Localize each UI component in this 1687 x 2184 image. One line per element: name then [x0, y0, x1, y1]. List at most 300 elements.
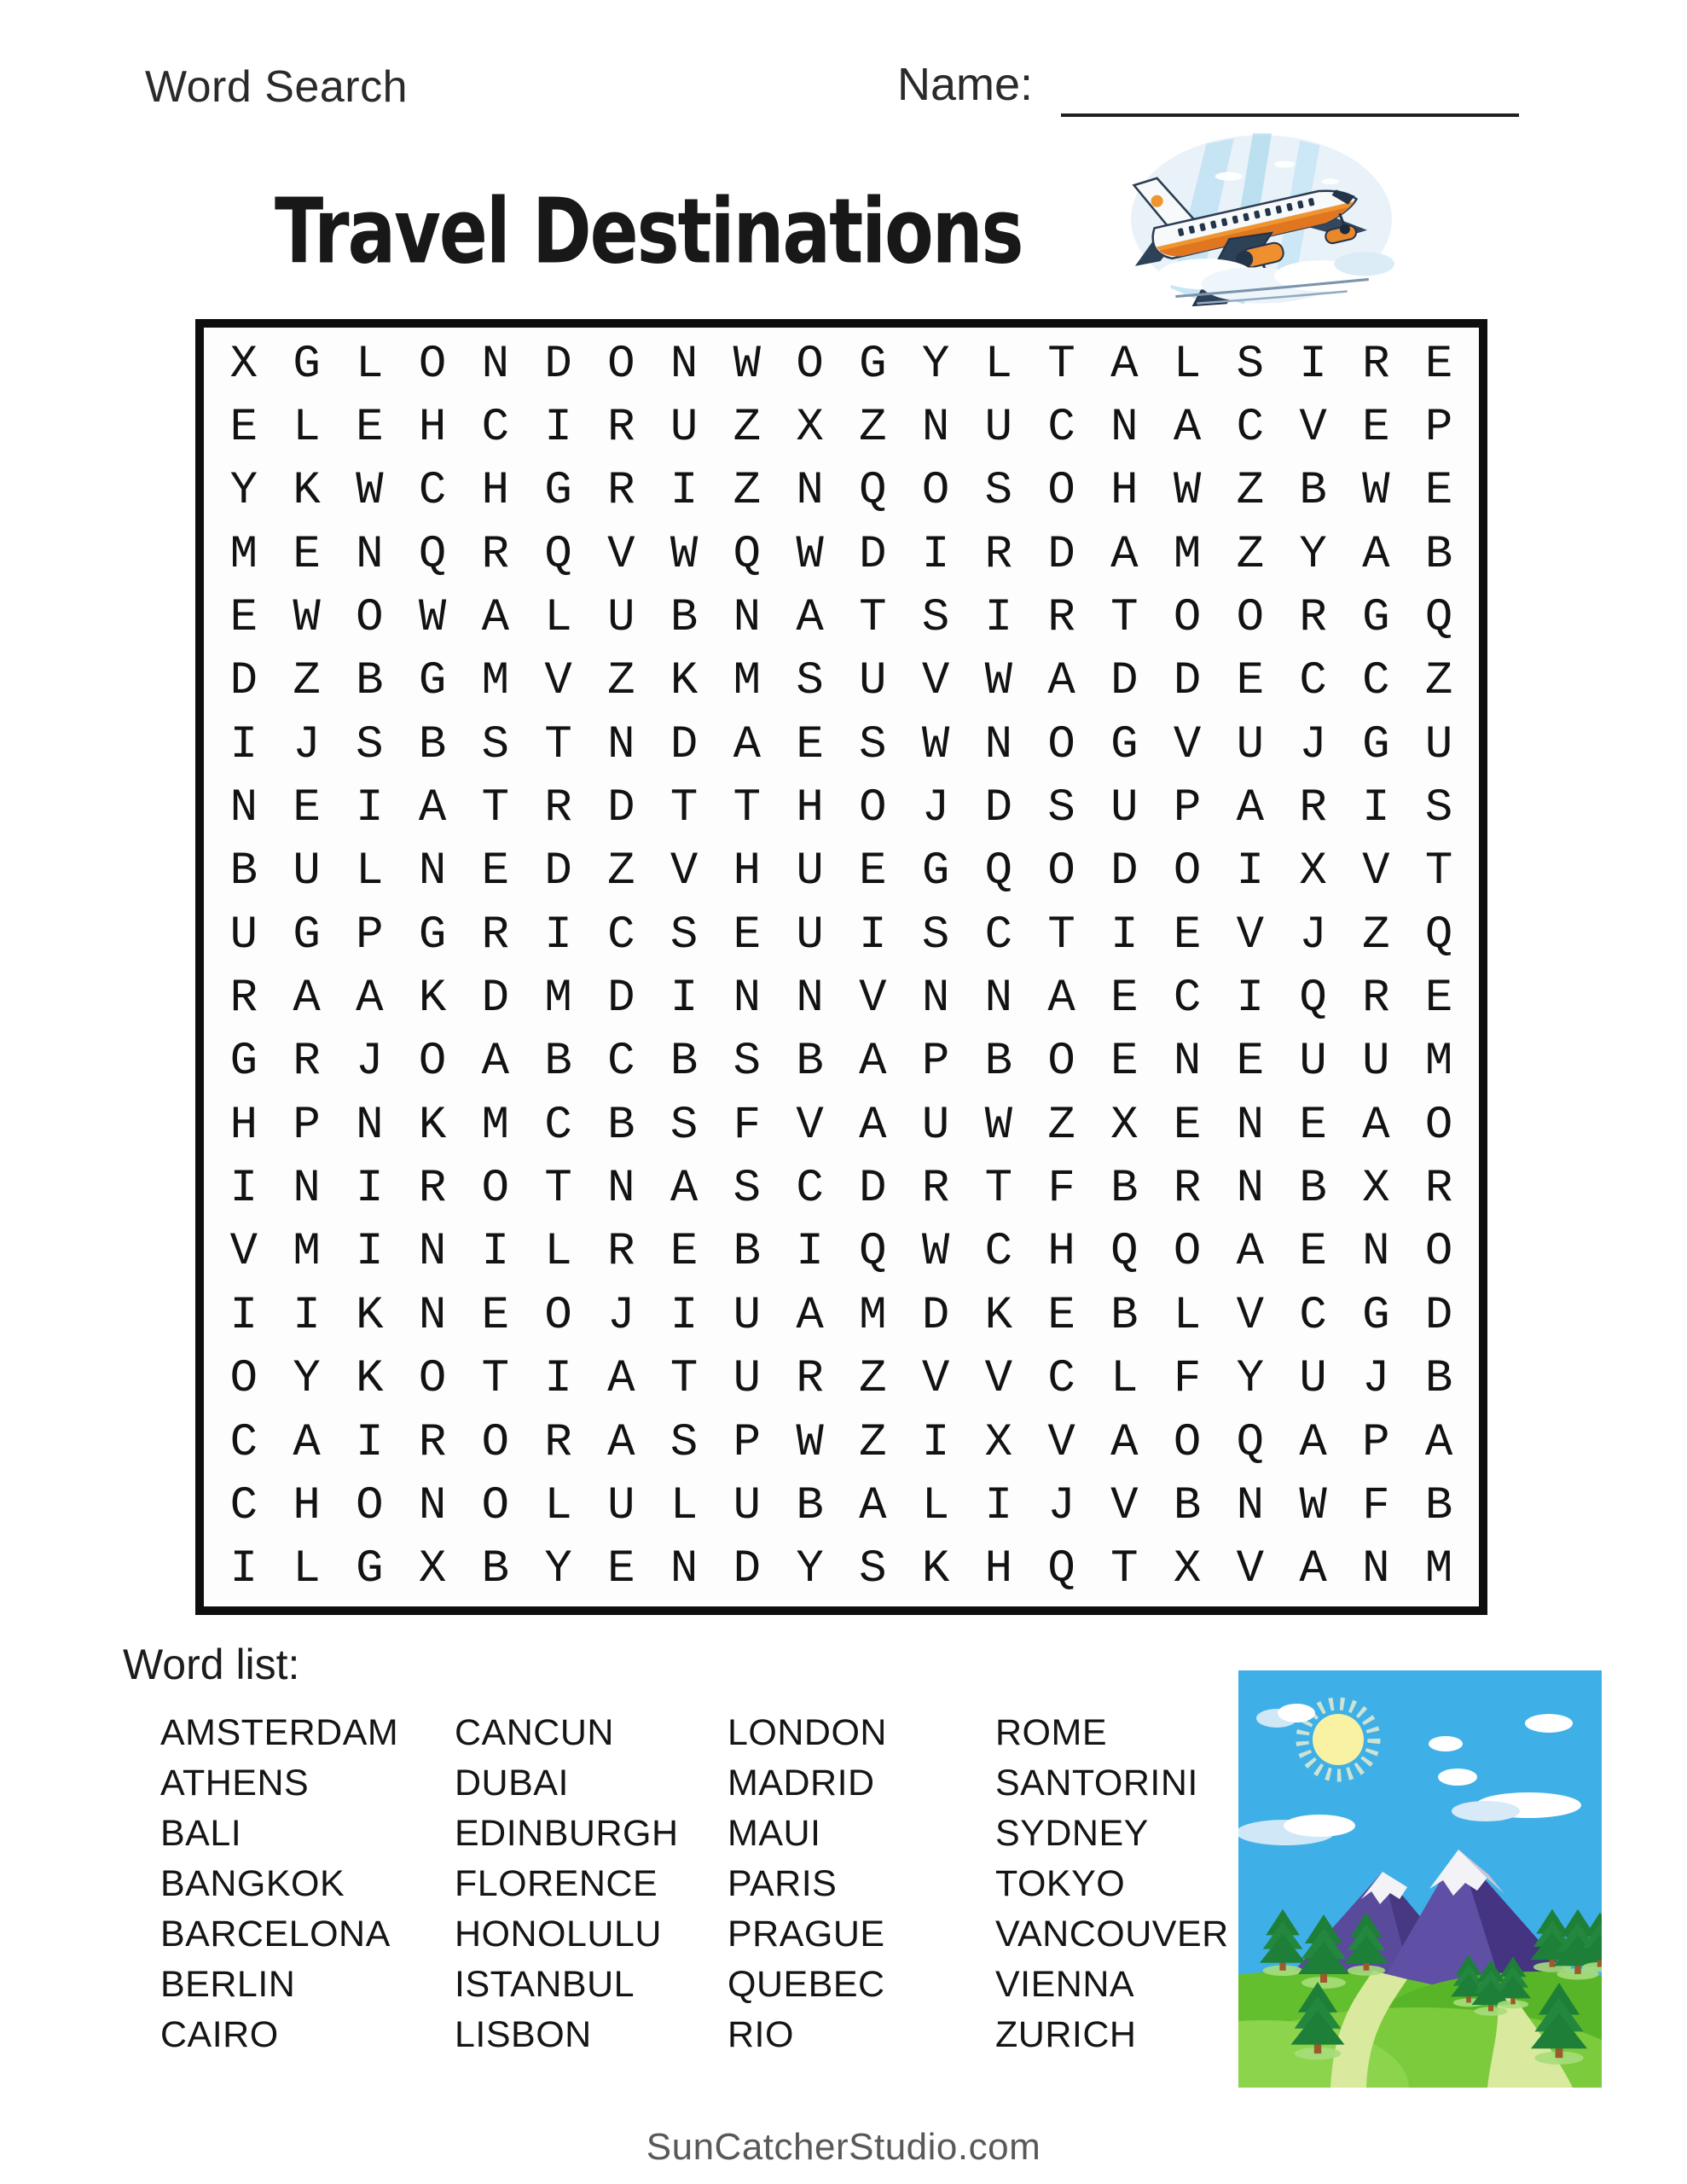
- word-list-item: ZURICH: [995, 2014, 1137, 2055]
- grid-letter: L: [670, 1479, 699, 1532]
- grid-row: [212, 333, 1470, 396]
- grid-letter: Z: [293, 655, 321, 708]
- grid-letter: I: [1110, 909, 1139, 961]
- grid-letter: H: [1110, 465, 1139, 518]
- grid-letter: T: [670, 1353, 699, 1406]
- grid-letter: U: [1424, 718, 1453, 771]
- grid-letter: K: [984, 1289, 1013, 1342]
- word-list-item: VIENNA: [995, 1964, 1135, 2005]
- grid-letter: N: [418, 1479, 447, 1532]
- grid-letter: K: [418, 973, 447, 1025]
- grid-letter: G: [859, 338, 887, 391]
- grid-letter: I: [1362, 782, 1390, 835]
- name-label: Name:: [897, 59, 1034, 110]
- grid-letter: B: [1424, 528, 1453, 581]
- grid-letter: V: [1047, 1416, 1075, 1469]
- grid-letter: H: [984, 1543, 1013, 1596]
- grid-letter: X: [796, 402, 824, 455]
- word-list-item: FLORENCE: [455, 1863, 658, 1904]
- grid-letter: G: [1362, 1289, 1390, 1342]
- grid-letter: R: [607, 402, 635, 455]
- grid-letter: L: [293, 402, 321, 455]
- grid-letter: U: [733, 1289, 762, 1342]
- grid-letter: M: [293, 1226, 321, 1279]
- grid-letter: Y: [796, 1543, 824, 1596]
- grid-letter: R: [544, 782, 572, 835]
- grid-letter: B: [1424, 1353, 1453, 1406]
- grid-letter: O: [1047, 465, 1075, 518]
- grid-letter: C: [607, 909, 635, 961]
- grid-letter: K: [418, 1099, 447, 1152]
- grid-letter: O: [356, 1479, 384, 1532]
- word-list-item: LONDON: [728, 1712, 887, 1753]
- grid-letter: X: [1110, 1099, 1139, 1152]
- grid-letter: R: [1362, 973, 1390, 1025]
- grid-letter: I: [229, 1543, 258, 1596]
- grid-letter: E: [607, 1543, 635, 1596]
- grid-letter: A: [859, 1099, 887, 1152]
- grid-letter: J: [921, 782, 950, 835]
- grid-letter: A: [1047, 973, 1075, 1025]
- grid-letter: E: [1236, 1036, 1265, 1089]
- grid-letter: N: [921, 973, 950, 1025]
- grid-letter: E: [293, 528, 321, 581]
- grid-letter: W: [1299, 1479, 1327, 1532]
- grid-letter: E: [1110, 1036, 1139, 1089]
- grid-letter: O: [418, 338, 447, 391]
- grid-letter: B: [984, 1036, 1013, 1089]
- grid-letter: V: [859, 973, 887, 1025]
- grid-letter: M: [481, 1099, 510, 1152]
- grid-letter: R: [1299, 782, 1327, 835]
- word-list-item: ROME: [995, 1712, 1107, 1753]
- grid-letter: N: [607, 718, 635, 771]
- grid-letter: N: [1173, 1036, 1202, 1089]
- grid-letter: M: [859, 1289, 887, 1342]
- grid-letter: R: [481, 909, 510, 961]
- grid-row: [212, 1538, 1470, 1601]
- grid-letter: R: [229, 973, 258, 1025]
- word-list-item: RIO: [728, 2014, 794, 2055]
- grid-letter: U: [293, 845, 321, 898]
- grid-letter: O: [229, 1353, 258, 1406]
- grid-letter: Q: [418, 528, 447, 581]
- grid-letter: N: [356, 1099, 384, 1152]
- word-list-item: ISTANBUL: [455, 1964, 635, 2005]
- grid-letter: Q: [1047, 1543, 1075, 1596]
- grid-letter: L: [984, 338, 1013, 391]
- grid-letter: N: [1236, 1099, 1265, 1152]
- grid-letter: C: [1173, 973, 1202, 1025]
- word-search-grid-rows: [204, 328, 1479, 1606]
- word-list-item: PARIS: [728, 1863, 838, 1904]
- grid-letter: G: [293, 338, 321, 391]
- grid-letter: V: [984, 1353, 1013, 1406]
- grid-letter: A: [1362, 1099, 1390, 1152]
- grid-letter: K: [356, 1353, 384, 1406]
- grid-letter: I: [1236, 845, 1265, 898]
- grid-letter: Z: [1047, 1099, 1075, 1152]
- grid-letter: E: [229, 402, 258, 455]
- grid-letter: T: [1110, 1543, 1139, 1596]
- grid-letter: O: [481, 1163, 510, 1216]
- grid-letter: J: [1362, 1353, 1390, 1406]
- grid-letter: V: [1362, 845, 1390, 898]
- grid-letter: D: [1424, 1289, 1453, 1342]
- grid-letter: P: [1362, 1416, 1390, 1469]
- word-list-item: TOKYO: [995, 1863, 1126, 1904]
- grid-letter: A: [1047, 655, 1075, 708]
- grid-letter: L: [1110, 1353, 1139, 1406]
- grid-letter: B: [1424, 1479, 1453, 1532]
- grid-letter: R: [1424, 1163, 1453, 1216]
- grid-letter: W: [356, 465, 384, 518]
- grid-letter: C: [1299, 1289, 1327, 1342]
- grid-letter: D: [544, 845, 572, 898]
- grid-letter: P: [293, 1099, 321, 1152]
- grid-letter: I: [356, 1163, 384, 1216]
- grid-letter: U: [670, 402, 699, 455]
- grid-letter: E: [1362, 402, 1390, 455]
- word-list-item: QUEBEC: [728, 1964, 885, 2005]
- grid-letter: O: [921, 465, 950, 518]
- grid-letter: W: [293, 592, 321, 645]
- grid-letter: E: [356, 402, 384, 455]
- grid-letter: U: [796, 845, 824, 898]
- grid-letter: D: [1110, 655, 1139, 708]
- grid-letter: O: [1173, 1226, 1202, 1279]
- grid-letter: R: [607, 465, 635, 518]
- grid-letter: S: [356, 718, 384, 771]
- grid-letter: S: [670, 1099, 699, 1152]
- grid-letter: O: [481, 1479, 510, 1532]
- grid-letter: T: [733, 782, 762, 835]
- grid-letter: G: [1362, 592, 1390, 645]
- grid-letter: Q: [1236, 1416, 1265, 1469]
- grid-letter: D: [607, 782, 635, 835]
- grid-letter: N: [796, 973, 824, 1025]
- grid-letter: H: [733, 845, 762, 898]
- grid-letter: R: [418, 1163, 447, 1216]
- word-list-item: LISBON: [455, 2014, 592, 2055]
- grid-letter: E: [1173, 909, 1202, 961]
- grid-letter: J: [1299, 718, 1327, 771]
- grid-letter: M: [544, 973, 572, 1025]
- grid-letter: I: [544, 909, 572, 961]
- grid-letter: B: [796, 1479, 824, 1532]
- grid-letter: I: [229, 718, 258, 771]
- grid-letter: T: [984, 1163, 1013, 1216]
- grid-letter: N: [921, 402, 950, 455]
- grid-row: [212, 713, 1470, 776]
- grid-letter: N: [1362, 1543, 1390, 1596]
- grid-letter: G: [544, 465, 572, 518]
- grid-letter: Q: [1299, 973, 1327, 1025]
- grid-row: [212, 903, 1470, 967]
- grid-letter: R: [796, 1353, 824, 1406]
- grid-letter: C: [1047, 402, 1075, 455]
- grid-letter: O: [796, 338, 824, 391]
- grid-letter: T: [1110, 592, 1139, 645]
- grid-letter: W: [796, 1416, 824, 1469]
- grid-letter: A: [1110, 528, 1139, 581]
- grid-letter: U: [607, 1479, 635, 1532]
- grid-letter: T: [1047, 338, 1075, 391]
- grid-letter: I: [544, 1353, 572, 1406]
- grid-letter: X: [1299, 845, 1327, 898]
- grid-letter: A: [1236, 1226, 1265, 1279]
- grid-letter: D: [670, 718, 699, 771]
- grid-letter: A: [859, 1479, 887, 1532]
- grid-letter: E: [1047, 1289, 1075, 1342]
- grid-letter: S: [670, 1416, 699, 1469]
- grid-row: [212, 523, 1470, 586]
- grid-letter: R: [921, 1163, 950, 1216]
- grid-letter: A: [607, 1353, 635, 1406]
- grid-row: [212, 1474, 1470, 1537]
- grid-letter: A: [796, 1289, 824, 1342]
- grid-letter: I: [481, 1226, 510, 1279]
- grid-letter: L: [356, 338, 384, 391]
- word-list-column: [160, 1708, 455, 2060]
- grid-letter: I: [293, 1289, 321, 1342]
- grid-letter: Y: [229, 465, 258, 518]
- grid-row: [212, 1411, 1470, 1474]
- grid-letter: C: [481, 402, 510, 455]
- grid-row: [212, 1157, 1470, 1220]
- grid-letter: V: [544, 655, 572, 708]
- grid-letter: Z: [1236, 528, 1265, 581]
- grid-letter: L: [1173, 1289, 1202, 1342]
- grid-letter: W: [921, 1226, 950, 1279]
- grid-letter: N: [1236, 1479, 1265, 1532]
- grid-letter: S: [733, 1036, 762, 1089]
- name-underline: [1061, 113, 1519, 117]
- grid-letter: A: [418, 782, 447, 835]
- grid-letter: S: [1424, 782, 1453, 835]
- grid-letter: M: [1424, 1036, 1453, 1089]
- grid-letter: O: [1173, 1416, 1202, 1469]
- grid-letter: B: [796, 1036, 824, 1089]
- grid-letter: V: [921, 1353, 950, 1406]
- grid-letter: N: [418, 845, 447, 898]
- grid-letter: F: [1047, 1163, 1075, 1216]
- grid-letter: R: [1362, 338, 1390, 391]
- grid-letter: X: [418, 1543, 447, 1596]
- word-list-item: BARCELONA: [160, 1914, 391, 1955]
- grid-letter: T: [481, 1353, 510, 1406]
- grid-letter: N: [481, 338, 510, 391]
- grid-letter: A: [607, 1416, 635, 1469]
- grid-letter: D: [859, 528, 887, 581]
- grid-letter: Q: [859, 465, 887, 518]
- word-list-item: BERLIN: [160, 1964, 296, 2005]
- word-list-item: DUBAI: [455, 1763, 569, 1804]
- grid-letter: X: [1173, 1543, 1202, 1596]
- grid-letter: U: [607, 592, 635, 645]
- grid-letter: A: [1299, 1416, 1327, 1469]
- grid-letter: L: [544, 1226, 572, 1279]
- grid-letter: A: [1236, 782, 1265, 835]
- grid-letter: R: [293, 1036, 321, 1089]
- grid-letter: G: [229, 1036, 258, 1089]
- grid-row: [212, 967, 1470, 1030]
- grid-letter: R: [418, 1416, 447, 1469]
- grid-letter: J: [1299, 909, 1327, 961]
- grid-letter: A: [481, 592, 510, 645]
- grid-letter: R: [607, 1226, 635, 1279]
- grid-letter: U: [733, 1479, 762, 1532]
- grid-letter: B: [418, 718, 447, 771]
- grid-letter: B: [1173, 1479, 1202, 1532]
- grid-letter: O: [607, 338, 635, 391]
- word-list-item: VANCOUVER: [995, 1914, 1229, 1955]
- grid-letter: E: [670, 1226, 699, 1279]
- grid-letter: V: [1236, 1543, 1265, 1596]
- grid-letter: D: [1173, 655, 1202, 708]
- grid-letter: O: [1047, 1036, 1075, 1089]
- grid-letter: C: [544, 1099, 572, 1152]
- word-list-item: BALI: [160, 1813, 242, 1854]
- grid-letter: F: [733, 1099, 762, 1152]
- grid-letter: A: [481, 1036, 510, 1089]
- grid-letter: Y: [1299, 528, 1327, 581]
- grid-row: [212, 1284, 1470, 1347]
- grid-letter: A: [1173, 402, 1202, 455]
- grid-letter: L: [356, 845, 384, 898]
- grid-letter: A: [670, 1163, 699, 1216]
- grid-letter: W: [1362, 465, 1390, 518]
- grid-letter: O: [1236, 592, 1265, 645]
- grid-letter: X: [229, 338, 258, 391]
- grid-letter: B: [1299, 465, 1327, 518]
- grid-row: [212, 1221, 1470, 1284]
- grid-letter: G: [356, 1543, 384, 1596]
- grid-letter: I: [796, 1226, 824, 1279]
- grid-letter: B: [356, 655, 384, 708]
- grid-letter: Y: [293, 1353, 321, 1406]
- grid-letter: A: [1424, 1416, 1453, 1469]
- grid-letter: E: [859, 845, 887, 898]
- grid-letter: E: [1110, 973, 1139, 1025]
- grid-letter: N: [796, 465, 824, 518]
- grid-letter: N: [670, 338, 699, 391]
- grid-letter: S: [859, 718, 887, 771]
- grid-letter: I: [670, 973, 699, 1025]
- word-list-item: MADRID: [728, 1763, 875, 1804]
- grid-letter: Z: [859, 402, 887, 455]
- grid-letter: Q: [1424, 592, 1453, 645]
- grid-letter: Y: [544, 1543, 572, 1596]
- grid-letter: L: [293, 1543, 321, 1596]
- grid-letter: O: [481, 1416, 510, 1469]
- grid-letter: I: [356, 782, 384, 835]
- grid-letter: H: [229, 1099, 258, 1152]
- grid-letter: V: [796, 1099, 824, 1152]
- grid-letter: U: [1236, 718, 1265, 771]
- grid-letter: U: [1299, 1353, 1327, 1406]
- grid-letter: O: [418, 1036, 447, 1089]
- grid-letter: A: [859, 1036, 887, 1089]
- grid-letter: J: [607, 1289, 635, 1342]
- grid-letter: W: [921, 718, 950, 771]
- airplane-illustration: [1124, 128, 1399, 311]
- grid-letter: X: [1362, 1163, 1390, 1216]
- grid-letter: C: [984, 1226, 1013, 1279]
- grid-letter: D: [1047, 528, 1075, 581]
- grid-letter: S: [1047, 782, 1075, 835]
- grid-letter: W: [796, 528, 824, 581]
- grid-letter: N: [1362, 1226, 1390, 1279]
- grid-letter: Q: [1424, 909, 1453, 961]
- grid-letter: A: [293, 1416, 321, 1469]
- grid-letter: Z: [859, 1416, 887, 1469]
- grid-letter: T: [670, 782, 699, 835]
- grid-letter: Q: [733, 528, 762, 581]
- grid-letter: G: [418, 655, 447, 708]
- grid-letter: B: [1299, 1163, 1327, 1216]
- grid-letter: Y: [1236, 1353, 1265, 1406]
- grid-letter: O: [544, 1289, 572, 1342]
- grid-letter: K: [670, 655, 699, 708]
- grid-letter: V: [1299, 402, 1327, 455]
- grid-letter: U: [1362, 1036, 1390, 1089]
- grid-letter: W: [418, 592, 447, 645]
- grid-letter: B: [1110, 1289, 1139, 1342]
- grid-letter: U: [984, 402, 1013, 455]
- grid-letter: I: [544, 402, 572, 455]
- grid-letter: N: [1236, 1163, 1265, 1216]
- grid-letter: Z: [607, 845, 635, 898]
- grid-row: [212, 650, 1470, 713]
- grid-letter: M: [481, 655, 510, 708]
- grid-letter: F: [1173, 1353, 1202, 1406]
- grid-letter: P: [1173, 782, 1202, 835]
- grid-letter: A: [733, 718, 762, 771]
- grid-letter: N: [418, 1226, 447, 1279]
- doc-type-label: Word Search: [145, 62, 409, 112]
- grid-letter: S: [921, 909, 950, 961]
- grid-letter: N: [670, 1543, 699, 1596]
- grid-letter: E: [481, 845, 510, 898]
- landscape-illustration: [1238, 1670, 1602, 2088]
- grid-letter: N: [293, 1163, 321, 1216]
- grid-letter: Z: [733, 465, 762, 518]
- word-list-item: PRAGUE: [728, 1914, 885, 1955]
- grid-letter: R: [481, 528, 510, 581]
- grid-letter: R: [1299, 592, 1327, 645]
- grid-letter: N: [229, 782, 258, 835]
- grid-letter: D: [733, 1543, 762, 1596]
- grid-letter: D: [859, 1163, 887, 1216]
- grid-letter: E: [1299, 1099, 1327, 1152]
- grid-letter: H: [1047, 1226, 1075, 1279]
- grid-letter: G: [1110, 718, 1139, 771]
- grid-letter: H: [796, 782, 824, 835]
- grid-letter: T: [481, 782, 510, 835]
- grid-letter: V: [1236, 909, 1265, 961]
- grid-letter: M: [733, 655, 762, 708]
- grid-letter: O: [1173, 592, 1202, 645]
- grid-letter: A: [1110, 1416, 1139, 1469]
- word-list-item: MAUI: [728, 1813, 821, 1854]
- grid-letter: N: [984, 718, 1013, 771]
- word-list-item: ATHENS: [160, 1763, 310, 1804]
- grid-letter: E: [796, 718, 824, 771]
- grid-letter: I: [984, 592, 1013, 645]
- grid-letter: U: [1110, 782, 1139, 835]
- grid-letter: G: [1362, 718, 1390, 771]
